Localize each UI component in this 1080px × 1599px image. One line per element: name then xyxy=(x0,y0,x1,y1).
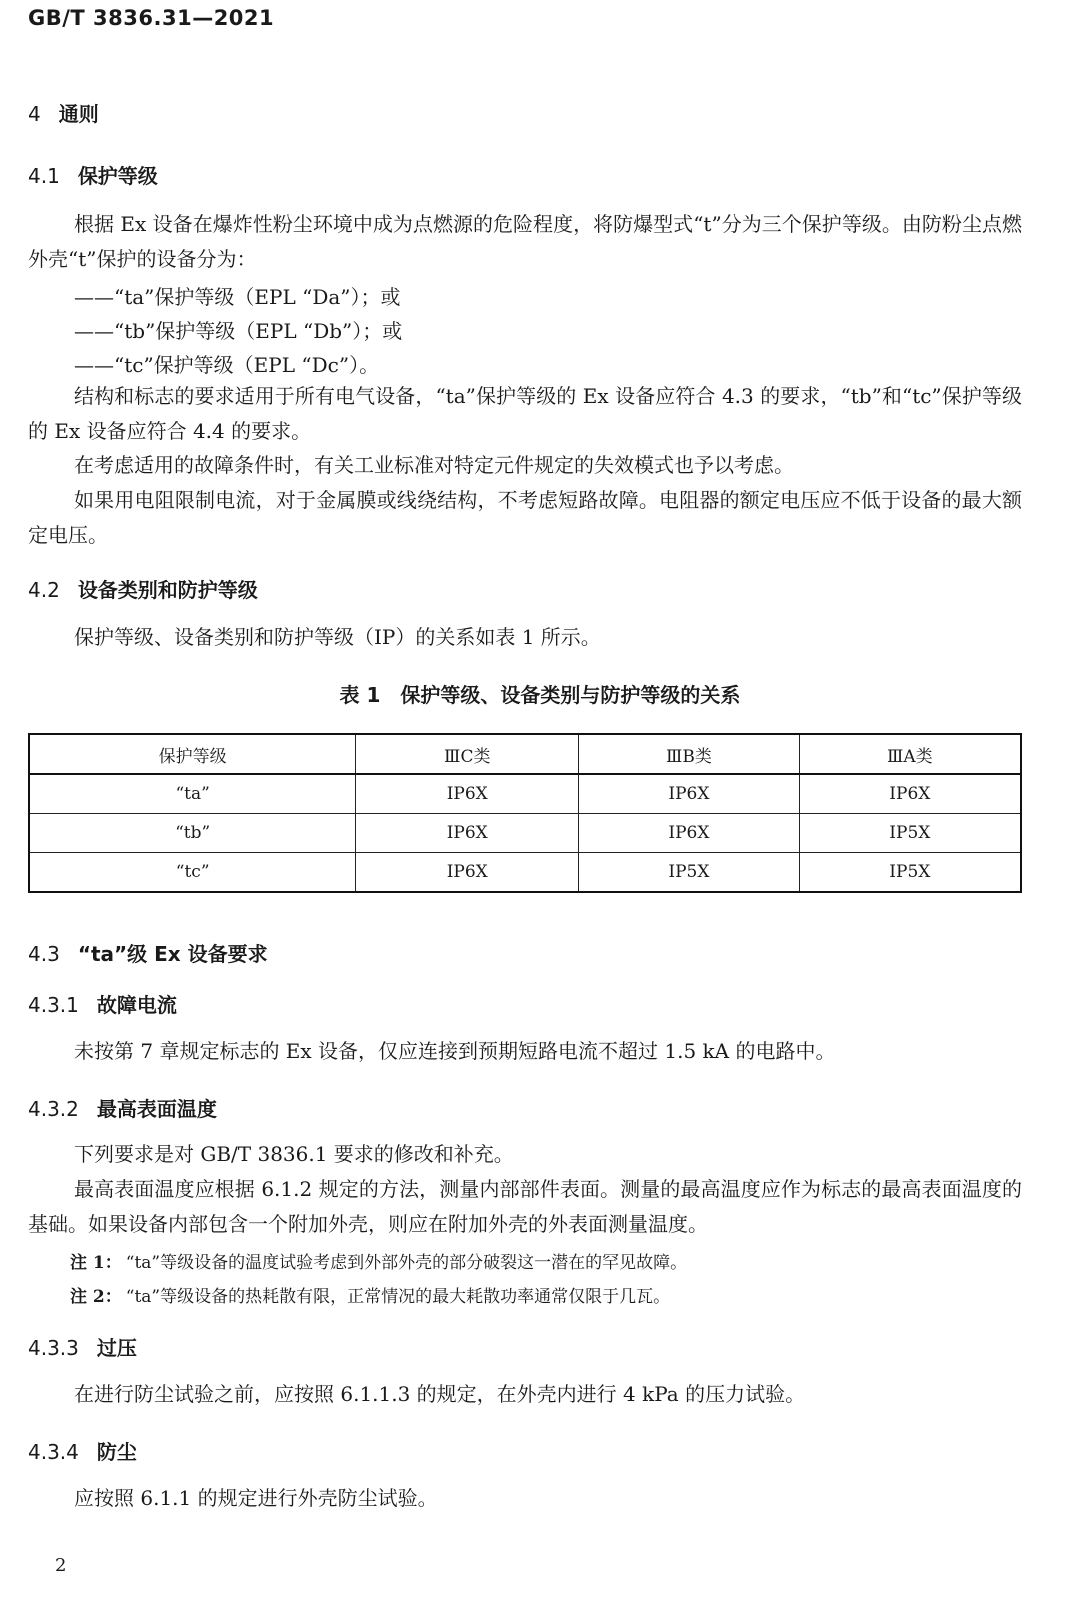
section-4-heading xyxy=(28,98,99,127)
list-item: ——“ta”保护等级（EPL “Da”）；或 xyxy=(74,285,401,309)
section-4-1-heading xyxy=(28,160,158,189)
paragraph: 在考虑适用的故障条件时，有关工业标准对特定元件规定的失效模式也予以考虑。 xyxy=(74,453,794,477)
paragraph: 如果用电阻限制电流，对于金属膜或线绕结构，不考虑短路故障。电阻器的额定电压应不低于设备的最大额定电压。 xyxy=(28,488,1022,547)
section-4-3-1-heading xyxy=(28,989,177,1018)
section-title: 故障电流 xyxy=(96,993,177,1017)
table-cell: IP6X xyxy=(799,774,1021,814)
page-number: 2 xyxy=(55,1555,67,1576)
paragraph: 应按照 6.1.1 的规定进行外壳防尘试验。 xyxy=(74,1486,438,1510)
section-number: 4.1 xyxy=(28,164,60,188)
paragraph: 根据 Ex 设备在爆炸性粉尘环境中成为点燃源的危险程度，将防爆型式“t”分为三个保护等级。由防粉尘点燃外壳“t”保护的设备分为： xyxy=(28,212,1022,271)
paragraph: 在进行防尘试验之前，应按照 6.1.1.3 的规定，在外壳内进行 4 kPa 的压力试验。 xyxy=(74,1382,806,1406)
section-number: 4.3.3 xyxy=(28,1336,79,1360)
table-row xyxy=(29,774,1021,814)
note-text: “ta”等级设备的温度试验考虑到外部外壳的部分破裂这一潜在的罕见故障。 xyxy=(125,1253,688,1273)
table-title: 表 1 保护等级、设备类别与防护等级的关系 xyxy=(339,683,741,707)
table-cell: IP6X xyxy=(356,814,579,853)
note xyxy=(70,1248,687,1273)
table-cell: “ta” xyxy=(29,774,356,814)
section-title: 设备类别和防护等级 xyxy=(77,578,258,602)
section-4-3-heading xyxy=(28,938,268,967)
section-title: “ta”级 Ex 设备要求 xyxy=(77,942,268,966)
section-title: 过压 xyxy=(96,1336,137,1360)
table-cell: IP6X xyxy=(356,774,579,814)
note xyxy=(70,1282,670,1307)
protection-level-table xyxy=(28,733,1022,893)
list-item: ——“tb”保护等级（EPL “Db”）；或 xyxy=(74,319,403,343)
section-number: 4.3.4 xyxy=(28,1440,79,1464)
paragraph: 未按第 7 章规定标志的 Ex 设备，仅应连接到预期短路电流不超过 1.5 kA 的电路中。 xyxy=(74,1039,836,1063)
section-4-3-4-heading xyxy=(28,1436,137,1465)
table-header-cell: ⅢC类 xyxy=(356,734,579,774)
paragraph: 结构和标志的要求适用于所有电气设备，“ta”保护等级的 Ex 设备应符合 4.3 的要求，“tb”和“tc”保护等级的 Ex 设备应符合 4.4 的要求。 xyxy=(28,384,1022,443)
section-4-3-2-heading xyxy=(28,1093,217,1122)
section-title: 通则 xyxy=(58,102,99,126)
table-cell: IP6X xyxy=(356,853,579,893)
standard-number: GB/T 3836.31—2021 xyxy=(28,6,275,30)
table-header-row xyxy=(29,734,1021,774)
paragraph: 最高表面温度应根据 6.1.2 规定的方法，测量内部部件表面。测量的最高温度应作为标志的最高表面温度的基础。如果设备内部包含一个附加外壳，则应在附加外壳的外表面测量温度。 xyxy=(28,1177,1022,1236)
table-cell: IP6X xyxy=(579,814,799,853)
paragraph: 下列要求是对 GB/T 3836.1 要求的修改和补充。 xyxy=(74,1142,514,1166)
section-title: 保护等级 xyxy=(77,164,158,188)
note-text: “ta”等级设备的热耗散有限，正常情况的最大耗散功率通常仅限于几瓦。 xyxy=(125,1287,671,1307)
section-number: 4.3.2 xyxy=(28,1097,79,1121)
table-header-cell: ⅢA类 xyxy=(799,734,1021,774)
note-label: 注 2： xyxy=(70,1287,122,1307)
table-row xyxy=(29,814,1021,853)
section-4-2-heading xyxy=(28,574,258,603)
section-number: 4 xyxy=(28,102,41,126)
section-number: 4.3.1 xyxy=(28,993,79,1017)
list-item: ——“tc”保护等级（EPL “Dc”）。 xyxy=(74,353,380,377)
section-number: 4.2 xyxy=(28,578,60,602)
table-cell: “tb” xyxy=(29,814,356,853)
table-header-cell: ⅢB类 xyxy=(579,734,799,774)
table-cell: IP5X xyxy=(579,853,799,893)
table-cell: IP6X xyxy=(579,774,799,814)
table-row xyxy=(29,853,1021,893)
section-4-3-3-heading xyxy=(28,1332,137,1361)
section-number: 4.3 xyxy=(28,942,60,966)
section-title: 最高表面温度 xyxy=(96,1097,217,1121)
section-title: 防尘 xyxy=(96,1440,137,1464)
table-cell: “tc” xyxy=(29,853,356,893)
table-cell: IP5X xyxy=(799,853,1021,893)
paragraph: 保护等级、设备类别和防护等级（IP）的关系如表 1 所示。 xyxy=(74,625,601,649)
table-cell: IP5X xyxy=(799,814,1021,853)
table-header-cell: 保护等级 xyxy=(29,734,356,774)
note-label: 注 1： xyxy=(70,1253,122,1273)
